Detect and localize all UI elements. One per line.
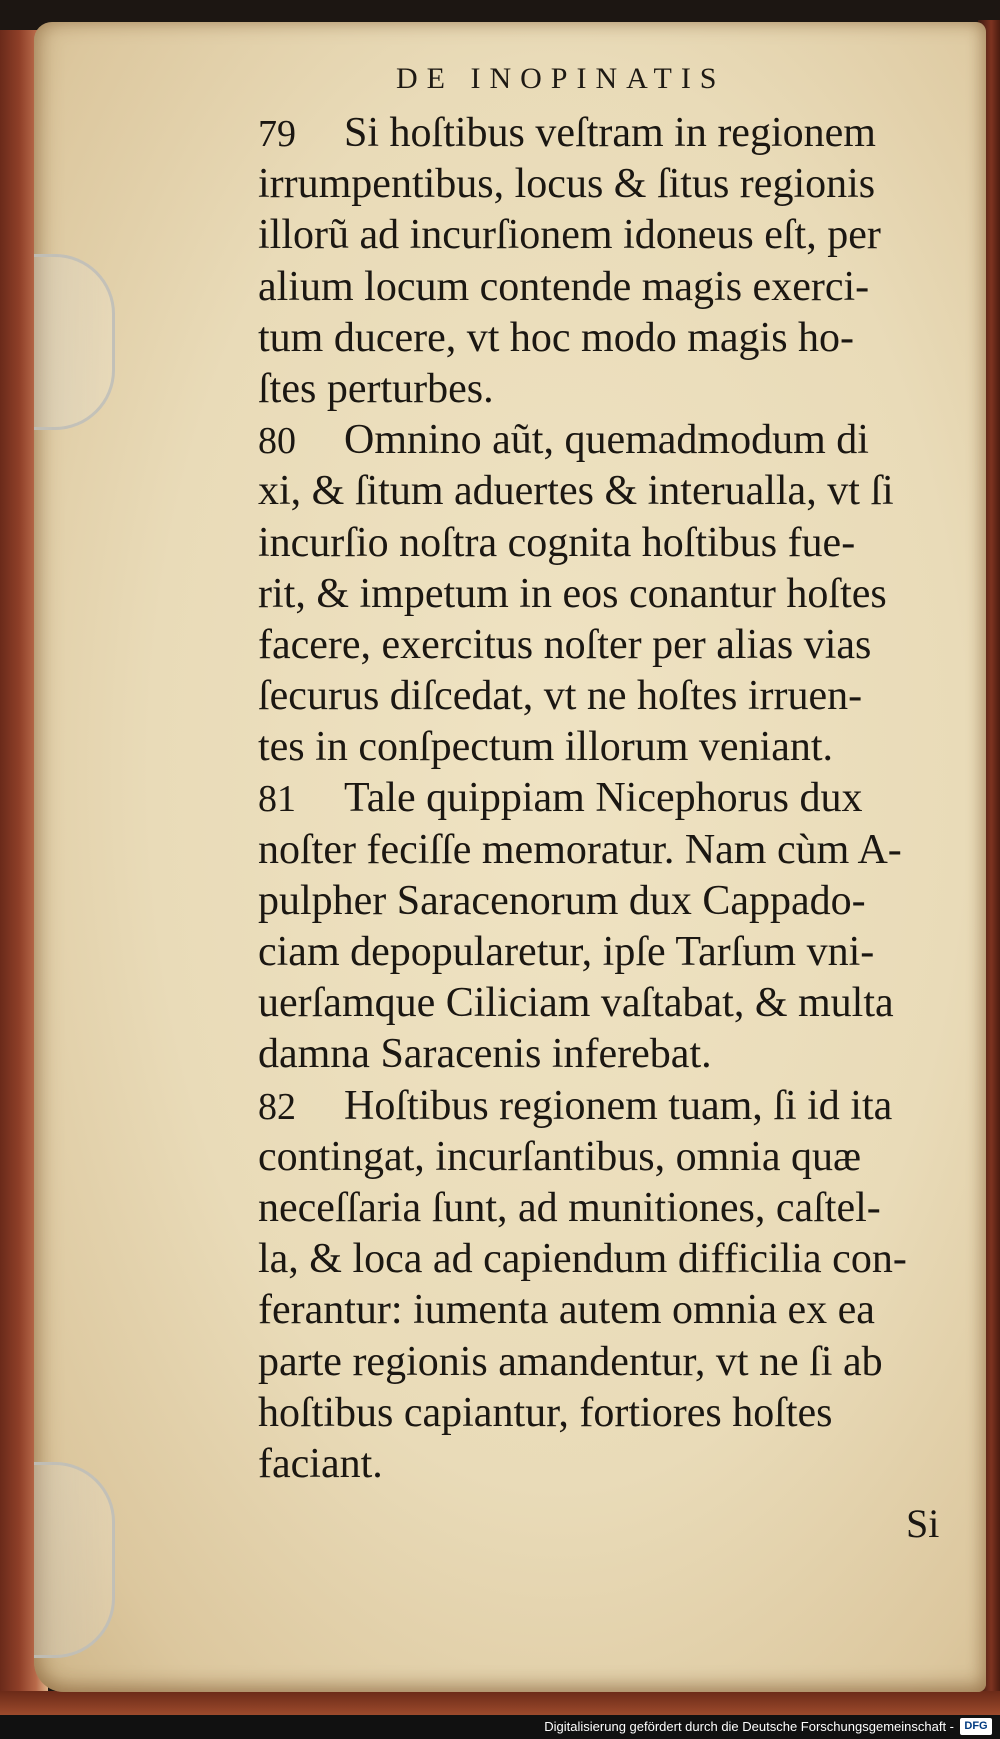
text-line [258,876,948,927]
line-text: pulpher Saracenorum dux Cappado- [258,877,866,924]
text-line [258,773,948,824]
text-line [258,671,948,722]
text-line [258,518,948,569]
text-line [258,1234,948,1285]
text-line [258,210,948,261]
line-text: Hoſtibus regionem tuam, ſi id ita [344,1082,893,1129]
text-line [258,364,948,415]
text-line [258,978,948,1029]
line-text: Omnino aũt, quemadmodum di [344,417,869,464]
dfg-logo: DFG [960,1718,992,1735]
text-line [258,466,948,517]
line-text: noſter feciſſe memoratur. Nam cùm A- [258,826,902,873]
digitization-footer [0,1715,1000,1739]
line-text: rit, & impetum in eos conantur hoſtes [258,570,887,617]
running-head: DE INOPINATIS [396,62,726,95]
page-clip-bottom [34,1462,115,1658]
text-line [258,159,948,210]
text-line [258,1132,948,1183]
text-line [258,722,948,773]
line-text: alium locum contende magis exerci- [258,263,870,310]
footer-credit: Digitalisierung gefördert durch die Deutsche Forschungsgemeinschaft - [544,1719,954,1734]
line-text: hoſtibus capiantur, fortiores hoſtes [258,1389,833,1436]
line-text: faciant. [258,1440,383,1487]
line-text: ferantur: iumenta autem omnia ex ea [258,1287,875,1334]
paragraph-number: 79 [258,113,296,155]
line-text: la, & loca ad capiendum difficilia con- [258,1236,907,1283]
line-text: neceſſaria ſunt, ad munitiones, caſtel- [258,1184,881,1231]
text-line [258,313,948,364]
text-line [258,415,948,466]
text-line [258,108,948,159]
catchword: Si [906,1501,940,1546]
line-text: Tale quippiam Nicephorus dux [344,775,863,822]
line-text: tum ducere, vt hoc modo magis ho- [258,314,855,361]
line-text: Si hoſtibus veſtram in regionem [344,110,876,156]
line-text: facere, exercitus noſter per alias vias [258,621,872,668]
line-text: ſtes perturbes. [258,365,494,412]
body-text [258,108,948,1490]
text-line [258,1285,948,1336]
line-text: ſecurus diſcedat, vt ne hoſtes irruen- [258,673,863,720]
text-line [258,1337,948,1388]
paragraph-number: 81 [258,778,296,821]
line-text: damna Saracenis inferebat. [258,1031,712,1078]
paragraph-number: 82 [258,1085,296,1128]
line-text: irrumpentibus, locus & ſitus regionis [258,161,876,208]
text-line [258,620,948,671]
text-line [258,927,948,978]
page-clip-top [34,254,115,430]
text-line [258,569,948,620]
text-line [258,1183,948,1234]
line-text: incurſio noſtra cognita hoſtibus fue- [258,519,856,566]
line-text: illorũ ad incurſionem idoneus eſt, per [258,212,881,259]
line-text: uerſamque Ciliciam vaſtabat, & multa [258,980,894,1027]
line-text: tes in conſpectum illorum veniant. [258,724,834,771]
line-text: contingat, incurſantibus, omnia quæ [258,1133,862,1180]
text-line [258,262,948,313]
text-line [258,1029,948,1080]
line-text: parte regionis amandentur, vt ne ſi ab [258,1338,883,1385]
text-line [258,1439,948,1490]
text-line [258,1388,948,1439]
text-line [258,1081,948,1132]
line-text: ciam depopularetur, ipſe Tarſum vni- [258,929,875,975]
paragraph-number: 80 [258,420,296,463]
line-text: xi, & ſitum aduertes & interualla, vt ſi [258,468,894,515]
text-line [258,825,948,876]
